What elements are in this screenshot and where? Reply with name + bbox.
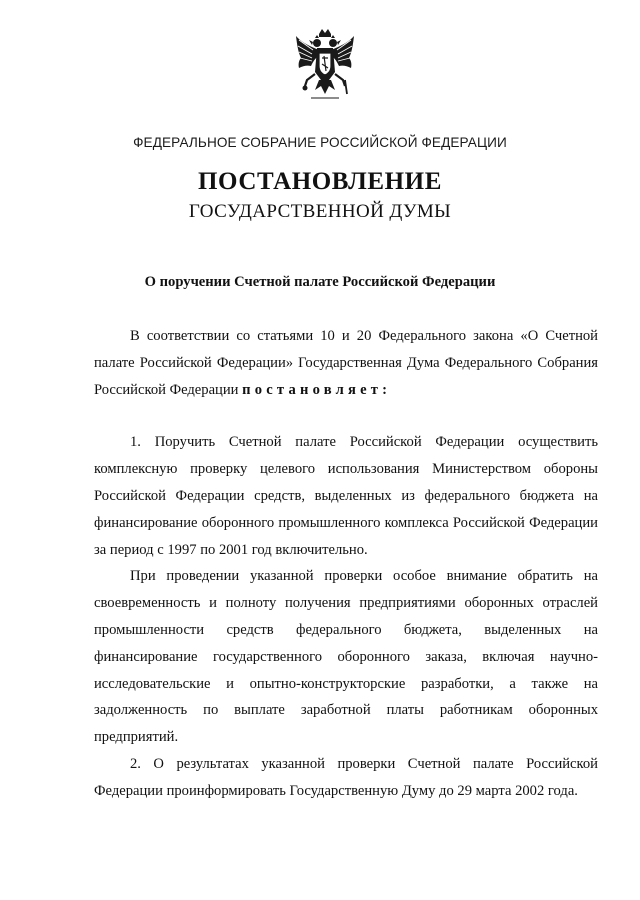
preamble-text: В соответствии со статьями 10 и 20 Федерального закона «О Счетной палате Российской Федерации» Государственная Дума Федерального Собрания Российской Федерации — [94, 328, 598, 398]
double-headed-eagle-icon — [293, 28, 357, 106]
document-issuer-title: ГОСУДАРСТВЕННОЙ ДУМЫ — [188, 201, 452, 222]
document-type-title: ПОСТАНОВЛЕНИЕ — [197, 168, 443, 195]
resolves-word: постановляет: — [242, 381, 392, 398]
clause-paragraph: 1. Поручить Счетной палате Российской Федерации осуществить комплексную проверку целевого использования Министерством обороны Российской Федерации средств, выделенных из федерального бюджета на финансирование оборонного промышленного комплекса Российской Федерации за период с 1997 по 2001 год включительно. — [94, 434, 598, 558]
document-subject: О поручении Счетной палате Российской Федерации — [144, 274, 496, 290]
clause-paragraph: При проведении указанной проверки особое внимание обратить на своевременность и полноту получения предприятиями оборонных отраслей промышленности средств федерального бюджета, выделенных на финансирование государственного оборонного заказа, включая научно-исследовательские и опытно-конструкторские разработки, а также на задолженность по выплате заработной платы работникам оборонных предприятий. — [94, 568, 598, 746]
organization-heading: ФЕДЕРАЛЬНОЕ СОБРАНИЕ РОССИЙСКОЙ ФЕДЕРАЦИИ — [133, 135, 507, 150]
clause-paragraph: 2. О результатах указанной проверки Счетной палате Российской Федерации проинформировать Государственную Думу до 29 марта 2002 года. — [94, 755, 598, 799]
document-body — [94, 323, 598, 805]
preamble-paragraph — [94, 323, 598, 403]
